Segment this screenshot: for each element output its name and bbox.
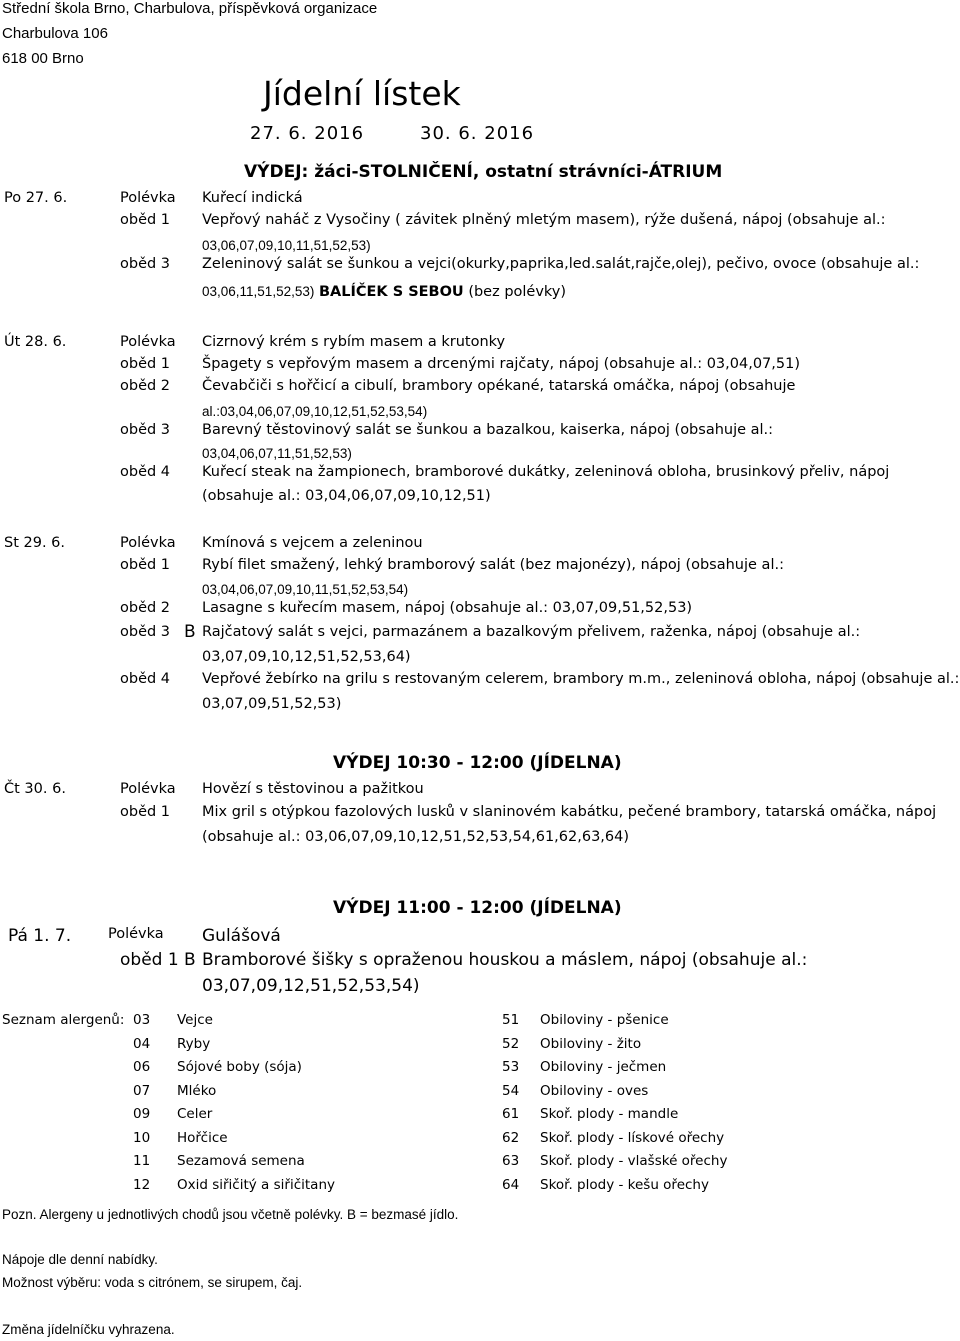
allergen-name-left: Vejce bbox=[177, 1012, 213, 1028]
meal-po-3: Zeleninový salát se šunkou a vejci(okurky,paprika,led.salát,rajče,olej), pečivo, ovoce (obsahuje al.: bbox=[202, 256, 920, 272]
obed-label: oběd 3 bbox=[120, 256, 171, 272]
allergen-name-left: Celer bbox=[177, 1106, 213, 1122]
polevka-st: Kmínová s vejcem a zeleninou bbox=[202, 535, 423, 551]
allergen-code-left: 06 bbox=[133, 1059, 151, 1075]
meal-ut-3: Barevný těstovinový salát se šunkou a bazalkou, kaiserka, nápoj (obsahuje al.: bbox=[202, 422, 774, 438]
day-label-ct: Čt 30. 6. bbox=[4, 781, 66, 797]
note-allergens: Pozn. Alergeny u jednotlivých chodů jsou včetně polévky. B = bezmasé jídlo. bbox=[2, 1207, 459, 1222]
vydej-main: VÝDEJ: žáci-STOLNIČENÍ, ostatní strávníci-ÁTRIUM bbox=[244, 162, 723, 182]
date-to: 30. 6. 2016 bbox=[420, 123, 535, 144]
allergen-code-left: 10 bbox=[133, 1129, 151, 1146]
allergen-name-right: Skoř. plody - kešu ořechy bbox=[540, 1176, 709, 1193]
allergen-code-right: 51 bbox=[502, 1012, 520, 1028]
note-moznost: Možnost výběru: voda s citrónem, se sirupem, čaj. bbox=[2, 1275, 303, 1290]
day-label-po: Po 27. 6. bbox=[4, 190, 68, 206]
allergen-code-right: 61 bbox=[502, 1106, 520, 1122]
meal-po-3-line2 bbox=[202, 284, 566, 300]
allergens-heading: Seznam alergenů: bbox=[2, 1012, 125, 1028]
vydej-pa: VÝDEJ 11:00 - 12:00 (JÍDELNA) bbox=[333, 898, 622, 918]
meal-ut-3-allergens: 03,04,06,07,11,51,52,53) bbox=[202, 446, 352, 461]
polevka-pa: Gulášová bbox=[202, 926, 281, 946]
note-zmena: Změna jídelníčku vyhrazena. bbox=[2, 1322, 175, 1337]
allergen-code-left: 11 bbox=[133, 1153, 151, 1169]
note-napoje: Nápoje dle denní nabídky. bbox=[2, 1252, 158, 1267]
allergen-name-left: Sójové boby (sója) bbox=[177, 1059, 302, 1075]
obed-label: oběd 1 bbox=[120, 557, 171, 573]
obed-label: oběd 3 bbox=[120, 624, 171, 640]
vydej-ct: VÝDEJ 10:30 - 12:00 (JÍDELNA) bbox=[333, 753, 622, 773]
meal-ut-2: Čevabčiči s hořčicí a cibulí, brambory opékané, tatarská omáčka, nápoj (obsahuje bbox=[202, 378, 796, 394]
allergen-code-left: 04 bbox=[133, 1035, 151, 1052]
meal-po-1-allergens: 03,06,07,09,10,11,51,52,53) bbox=[202, 238, 371, 253]
allergen-code-right: 62 bbox=[502, 1129, 520, 1146]
obed-label: oběd 2 bbox=[120, 600, 171, 616]
bezmase-mark: B bbox=[184, 950, 196, 970]
polevka-label: Polévka bbox=[108, 926, 164, 942]
balicek-note: BALÍČEK S SEBOU bbox=[318, 284, 464, 300]
meal-st-2: Lasagne s kuřecím masem, nápoj (obsahuje al.: 03,07,09,51,52,53) bbox=[202, 600, 693, 616]
allergen-name-right: Obiloviny - žito bbox=[540, 1035, 642, 1052]
bezmase-mark: B bbox=[184, 622, 196, 642]
obed-label: oběd 4 bbox=[120, 671, 171, 687]
school-city: 618 00 Brno bbox=[2, 50, 84, 67]
bez-polevky-note: (bez polévky) bbox=[468, 284, 567, 300]
meal-st-3: Rajčatový salát s vejci, parmazánem a bazalkovým přelivem, raženka, nápoj (obsahuje al.: bbox=[202, 624, 861, 640]
obed-label: oběd 3 bbox=[120, 422, 171, 438]
school-name: Střední škola Brno, Charbulova, příspěvková organizace bbox=[2, 0, 378, 17]
meal-ut-1: Špagety s vepřovým masem a drcenými rajčaty, nápoj (obsahuje al.: 03,04,07,51) bbox=[202, 356, 800, 372]
day-label-st: St 29. 6. bbox=[4, 535, 66, 551]
allergen-name-right: Skoř. plody - vlašské ořechy bbox=[540, 1153, 728, 1169]
allergen-name-left: Oxid siřičitý a siřičitany bbox=[177, 1176, 335, 1193]
school-street: Charbulova 106 bbox=[2, 25, 108, 42]
meal-st-1: Rybí filet smažený, lehký bramborový salát (bez majonézy), nápoj (obsahuje al.: bbox=[202, 557, 784, 573]
polevka-label: Polévka bbox=[120, 334, 176, 350]
allergen-name-left: Ryby bbox=[177, 1035, 211, 1052]
obed-label: oběd 1 bbox=[120, 356, 171, 372]
obed-label: oběd 1 bbox=[120, 950, 179, 970]
allergen-code-left: 07 bbox=[133, 1082, 151, 1099]
meal-st-1-allergens: 03,04,06,07,09,10,11,51,52,53,54) bbox=[202, 582, 409, 597]
meal-ut-4: Kuřecí steak na žampionech, bramborové dukátky, zeleninová obloha, brusinkový přeliv, nápoj bbox=[202, 464, 890, 480]
polevka-ct: Hovězí s těstovinou a pažitkou bbox=[202, 781, 424, 797]
page-title: Jídelní lístek bbox=[263, 74, 461, 113]
allergen-name-right: Skoř. plody - mandle bbox=[540, 1106, 679, 1122]
polevka-po: Kuřecí indická bbox=[202, 190, 303, 206]
day-label-pa: Pá 1. 7. bbox=[8, 926, 72, 946]
date-from: 27. 6. 2016 bbox=[250, 123, 365, 144]
obed-label: oběd 1 bbox=[120, 212, 171, 228]
allergen-code-left: 03 bbox=[133, 1012, 151, 1028]
allergen-code-right: 52 bbox=[502, 1035, 520, 1052]
day-label-ut: Út 28. 6. bbox=[4, 334, 67, 350]
meal-pa-1: Bramborové šišky s opraženou houskou a máslem, nápoj (obsahuje al.: bbox=[202, 950, 808, 970]
meal-st-4-allergens: 03,07,09,51,52,53) bbox=[202, 696, 342, 712]
meal-po-1: Vepřový naháč z Vysočiny ( závitek plněný mletým masem), rýže dušená, nápoj (obsahuje al.: bbox=[202, 212, 886, 228]
polevka-label: Polévka bbox=[120, 781, 176, 797]
allergen-name-right: Obiloviny - oves bbox=[540, 1082, 649, 1099]
allergen-name-right: Obiloviny - pšenice bbox=[540, 1012, 669, 1028]
meal-ut-2-allergens: al.:03,04,06,07,09,10,12,51,52,53,54) bbox=[202, 404, 428, 419]
obed-label: oběd 4 bbox=[120, 464, 171, 480]
allergen-name-left: Hořčice bbox=[177, 1129, 228, 1146]
allergen-code-left: 12 bbox=[133, 1176, 151, 1193]
allergen-name-right: Obiloviny - ječmen bbox=[540, 1059, 667, 1075]
allergen-name-left: Sezamová semena bbox=[177, 1153, 305, 1169]
allergen-name-right: Skoř. plody - lískové ořechy bbox=[540, 1129, 725, 1146]
meal-ct-1: Mix gril s otýpkou fazolových lusků v slaninovém kabátku, pečené brambory, tatarská omáčka, nápoj bbox=[202, 804, 937, 820]
meal-st-4: Vepřové žebírko na grilu s restovaným celerem, brambory m.m., zeleninová obloha, nápoj (obsahuje al.: bbox=[202, 671, 960, 687]
allergen-code-left: 09 bbox=[133, 1106, 151, 1122]
meal-po-3-allergens: 03,06,11,51,52,53) bbox=[202, 284, 315, 299]
polevka-label: Polévka bbox=[120, 190, 176, 206]
meal-ut-4-allergens: (obsahuje al.: 03,04,06,07,09,10,12,51) bbox=[202, 488, 491, 504]
meal-st-3-allergens: 03,07,09,10,12,51,52,53,64) bbox=[202, 649, 411, 665]
allergen-code-right: 54 bbox=[502, 1082, 520, 1099]
allergen-code-right: 53 bbox=[502, 1059, 520, 1075]
allergen-code-right: 64 bbox=[502, 1176, 520, 1193]
obed-label: oběd 1 bbox=[120, 804, 171, 820]
polevka-label: Polévka bbox=[120, 535, 176, 551]
meal-ct-1-allergens: (obsahuje al.: 03,06,07,09,10,12,51,52,53,54,61,62,63,64) bbox=[202, 829, 630, 845]
allergen-code-right: 63 bbox=[502, 1153, 520, 1169]
allergen-name-left: Mléko bbox=[177, 1082, 217, 1099]
polevka-ut: Cizrnový krém s rybím masem a krutonky bbox=[202, 334, 506, 350]
obed-label: oběd 2 bbox=[120, 378, 171, 394]
meal-pa-1-allergens: 03,07,09,12,51,52,53,54) bbox=[202, 976, 420, 996]
